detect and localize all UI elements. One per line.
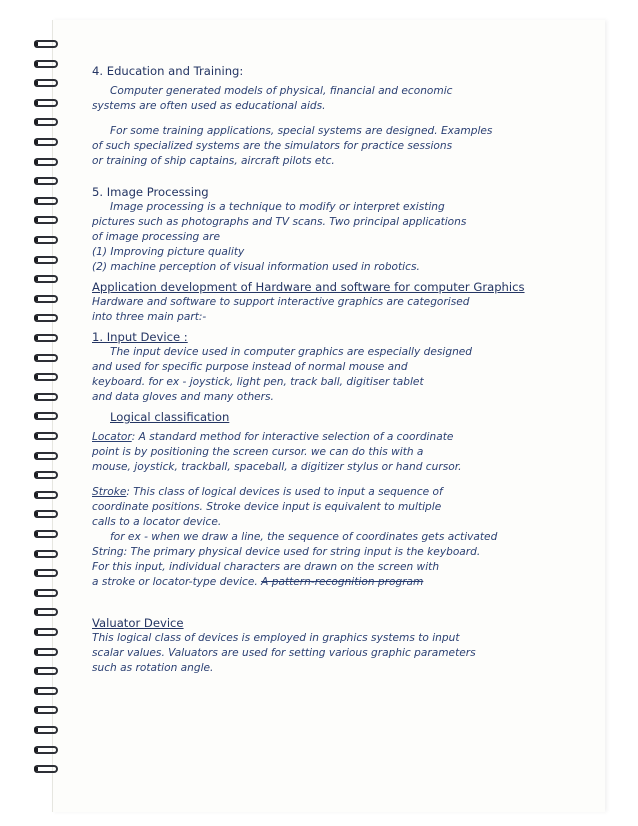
spiral-coil (34, 177, 58, 185)
spiral-coil (34, 432, 58, 440)
spiral-coil (34, 628, 58, 636)
text-line: This logical class of devices is employed in graphics systems to input (92, 632, 460, 644)
spiral-coil (34, 40, 58, 48)
text-line: and data gloves and many others. (92, 391, 274, 403)
spiral-coil (34, 138, 58, 146)
spiral-coil (34, 687, 58, 695)
text-line: scalar values. Valuators are used for setting various graphic parameters (92, 647, 476, 659)
spiral-coil (34, 236, 58, 244)
text-line: for ex - when we draw a line, the sequence of coordinates gets activated (110, 531, 498, 543)
spiral-coil (34, 569, 58, 577)
text-line: Computer generated models of physical, financial and economic (110, 85, 453, 97)
text-line: pictures such as photographs and TV scans. Two principal applications (92, 216, 467, 228)
spiral-coil (34, 530, 58, 538)
text-line: calls to a locator device. (92, 516, 222, 528)
text-line: Hardware and software to support interactive graphics are categorised (92, 296, 470, 308)
spiral-coil (34, 589, 58, 597)
subsection-heading: 1. Input Device : (92, 330, 188, 344)
spiral-coil (34, 99, 58, 107)
spiral-coil (34, 158, 58, 166)
text-line: systems are often used as educational aids. (92, 100, 326, 112)
text-line: or training of ship captains, aircraft pilots etc. (92, 155, 335, 167)
text-line: Image processing is a technique to modify or interpret existing (110, 201, 445, 213)
text-line: For this input, individual characters are drawn on the screen with (92, 561, 440, 573)
text-line: a stroke or locator-type device. (92, 576, 258, 588)
text-line: : This class of logical devices is used to input a sequence of (126, 486, 443, 498)
spiral-coil (34, 393, 58, 401)
spiral-coil (34, 314, 58, 322)
spiral-coil (34, 60, 58, 68)
section-heading: 5. Image Processing (92, 185, 209, 199)
section-heading: 4. Education and Training: (92, 64, 244, 78)
text-line: mouse, joystick, trackball, spaceball, a digitizer stylus or hand cursor. (92, 461, 462, 473)
spiral-coil (34, 746, 58, 754)
spiral-coil (34, 510, 58, 518)
spiral-coil (34, 118, 58, 126)
struck-text: A pattern-recognition program (261, 576, 424, 588)
spiral-coil (34, 667, 58, 675)
text-line: of such specialized systems are the simulators for practice sessions (92, 140, 453, 152)
spiral-coil (34, 412, 58, 420)
text-line: String: The primary physical device used for string input is the keyboard. (92, 546, 481, 558)
spiral-coil (34, 256, 58, 264)
term-label: Stroke (92, 486, 127, 498)
spiral-coil (34, 373, 58, 381)
text-line: and used for specific purpose instead of normal mouse and (92, 361, 408, 373)
text-line: such as rotation angle. (92, 662, 214, 674)
text-line: For some training applications, special systems are designed. Examples (110, 125, 493, 137)
term-label: Locator (92, 431, 132, 443)
spiral-coil (34, 354, 58, 362)
spiral-coil (34, 726, 58, 734)
list-item: (1) Improving picture quality (92, 246, 245, 258)
text-line: of image processing are (92, 231, 220, 243)
spiral-coil (34, 608, 58, 616)
handwritten-notes (92, 64, 600, 676)
spiral-coil (34, 334, 58, 342)
section-heading: Application development of Hardware and software for computer Graphics (92, 280, 525, 294)
text-line: into three main part:- (92, 311, 207, 323)
spiral-coil (34, 550, 58, 558)
spiral-coil (34, 295, 58, 303)
list-item: (2) machine perception of visual information used in robotics. (92, 261, 420, 273)
spiral-coil (34, 197, 58, 205)
text-line: : A standard method for interactive selection of a coordinate (131, 431, 454, 443)
spiral-coil (34, 706, 58, 714)
subsection-heading: Logical classification (110, 410, 230, 424)
spiral-coil (34, 452, 58, 460)
spiral-coil (34, 79, 58, 87)
text-line: point is by positioning the screen cursor. we can do this with a (92, 446, 424, 458)
text-line: The input device used in computer graphics are especially designed (110, 346, 473, 358)
spiral-coil (34, 471, 58, 479)
spiral-coil (34, 491, 58, 499)
spiral-coil (34, 648, 58, 656)
spiral-coil (34, 216, 58, 224)
section-heading: Valuator Device (92, 616, 184, 630)
spiral-coil (34, 275, 58, 283)
spiral-coil (34, 765, 58, 773)
text-line: coordinate positions. Stroke device input is equivalent to multiple (92, 501, 442, 513)
spiral-binding (34, 40, 60, 800)
text-line: keyboard. for ex - joystick, light pen, track ball, digitiser tablet (92, 376, 424, 388)
